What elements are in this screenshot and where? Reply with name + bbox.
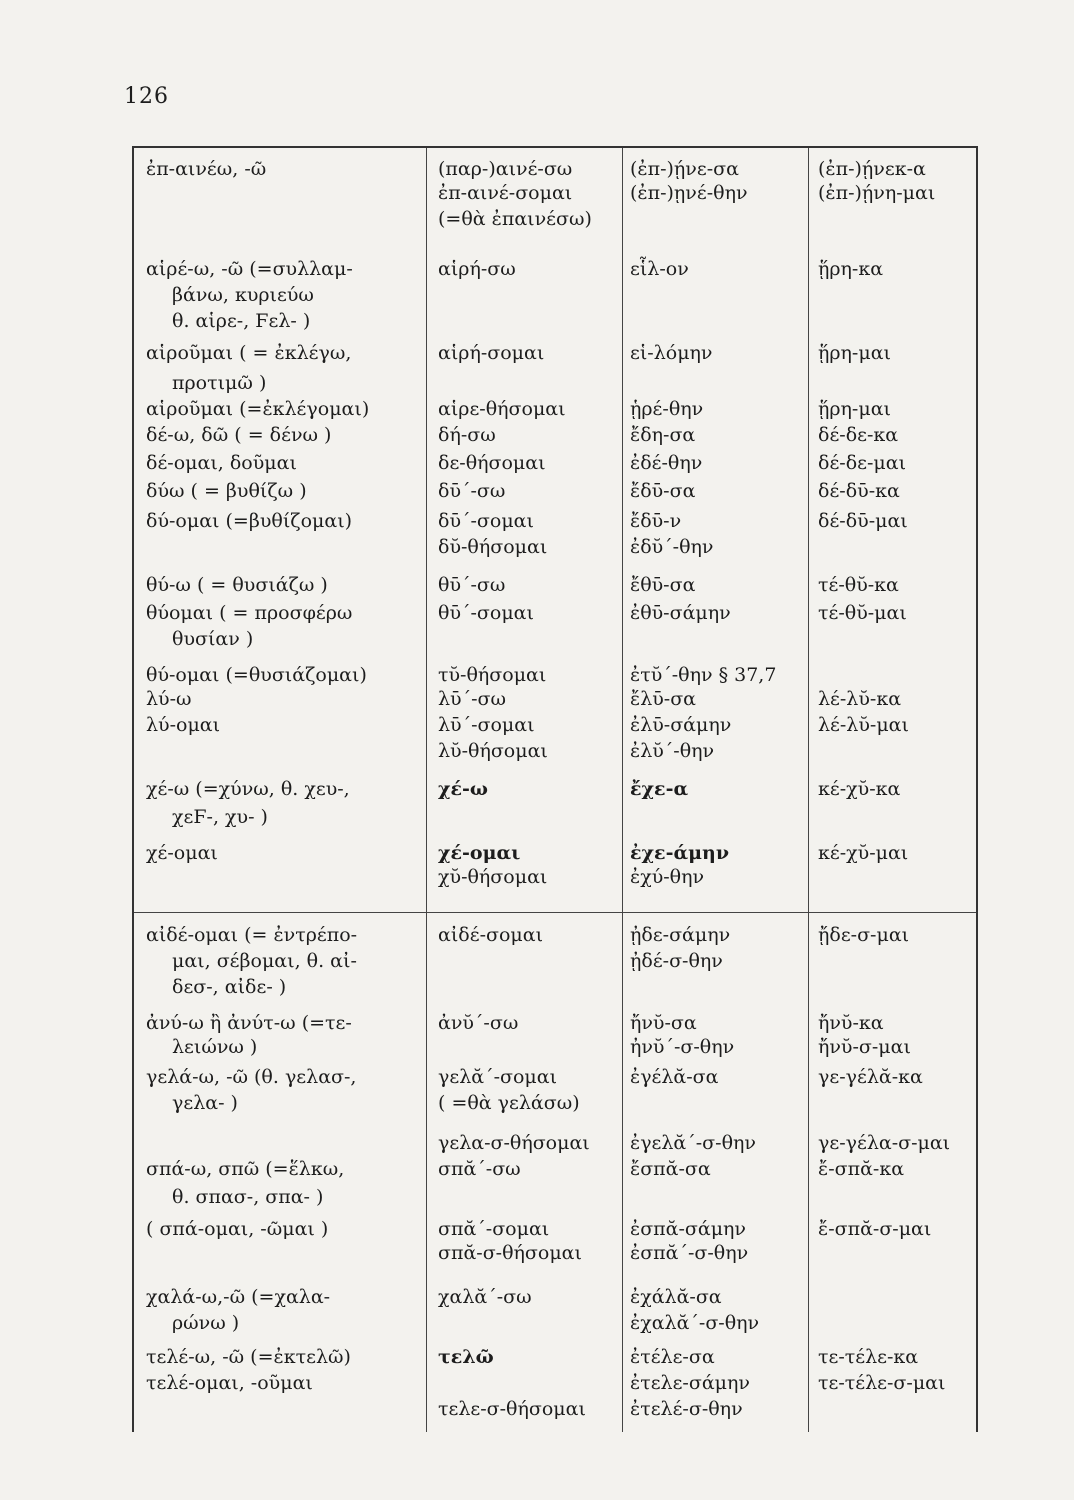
column-divider <box>622 148 623 1432</box>
table-cell-col4: ἤνῠ-κα <box>818 1012 884 1034</box>
table-cell-col2: θῡ΄-σομαι <box>438 602 534 624</box>
table-cell-col3: ᾑρέ-θην <box>630 398 704 420</box>
table-cell-col1: αἱροῦμαι ( = ἐκλέγω, <box>146 342 352 364</box>
column-divider <box>808 148 809 1432</box>
table-cell-col4: γε-γέλᾰ-κα <box>818 1066 923 1088</box>
table-cell-col3: ἠνῠ΄-σ-θην <box>630 1036 735 1058</box>
table-cell-col1: θ. αἱρε-, Ϝελ- ) <box>172 310 311 332</box>
table-cell-col3: ἐχε-άμην <box>630 842 730 864</box>
table-cell-col2: ἐπ-αινέ-σομαι <box>438 182 573 204</box>
table-cell-col2: χῠ-θήσομαι <box>438 866 548 888</box>
table-cell-col1: λύ-ομαι <box>146 714 221 736</box>
table-cell-col1: δύ-ομαι (=βυθίζομαι) <box>146 510 353 532</box>
table-cell-col4: (ἐπ-)ῄνη-μαι <box>818 182 936 204</box>
table-cell-col2: αἰδέ-σομαι <box>438 924 544 946</box>
table-cell-col3: ἔλῡ-σα <box>630 688 697 710</box>
table-cell-col3: ἐχαλᾰ΄-σ-θην <box>630 1312 760 1334</box>
table-cell-col4: ἔ-σπᾰ-κα <box>818 1158 905 1180</box>
table-cell-col3: ἔθῡ-σα <box>630 574 696 596</box>
table-cell-col3: ἐδέ-θην <box>630 452 703 474</box>
table-cell-col4: ἤνῠ-σ-μαι <box>818 1036 911 1058</box>
table-cell-col4: δέ-δε-κα <box>818 424 899 446</box>
table-cell-col2: θῡ΄-σω <box>438 574 506 596</box>
table-cell-col3: ἐτῠ΄-θην § 37,7 <box>630 664 777 686</box>
table-cell-col3: ἔδη-σα <box>630 424 696 446</box>
table-cell-col3: (ἐπ-)ῄνε-σα <box>630 158 739 180</box>
table-cell-col1: χέ-ω (=χύνω, θ. χευ-, <box>146 778 350 800</box>
table-cell-col1: λύ-ω <box>146 688 192 710</box>
table-cell-col1: αἱροῦμαι (=ἐκλέγομαι) <box>146 398 370 420</box>
table-cell-col3: εἷλ-ον <box>630 258 689 280</box>
table-cell-col4: λέ-λῠ-κα <box>818 688 902 710</box>
table-cell-col4: ᾕρη-κα <box>818 258 884 280</box>
section-divider <box>134 912 976 913</box>
table-cell-col2: χέ-ω <box>438 778 489 800</box>
table-cell-col4: λέ-λῠ-μαι <box>818 714 909 736</box>
table-cell-col3: εἱ-λόμην <box>630 342 713 364</box>
table-cell-col3: ἐσπᾰ-σάμην <box>630 1218 746 1240</box>
table-cell-col3: ἔδῡ-ν <box>630 510 682 532</box>
table-cell-col2: λῠ-θήσομαι <box>438 740 548 762</box>
table-cell-col1: θύ-ομαι (=θυσιάζομαι) <box>146 664 367 686</box>
table-cell-col1: σπά-ω, σπῶ (=ἕλκω, <box>146 1158 345 1180</box>
table-cell-col1: θύομαι ( = προσφέρω <box>146 602 353 624</box>
table-cell-col2: ἀνῠ΄-σω <box>438 1012 519 1034</box>
table-cell-col3: ἐδῠ΄-θην <box>630 536 714 558</box>
table-cell-col4: ἔ-σπᾰ-σ-μαι <box>818 1218 932 1240</box>
table-cell-col1: δέ-ομαι, δοῦμαι <box>146 452 297 474</box>
table-cell-col2: τελῶ <box>438 1346 494 1368</box>
table-cell-col3: ἔσπᾰ-σα <box>630 1158 711 1180</box>
table-cell-col2: γελᾰ΄-σομαι <box>438 1066 558 1088</box>
table-cell-col2: (=θὰ ἐπαινέσω) <box>438 208 592 230</box>
table-cell-col1: θ. σπασ-, σπα- ) <box>172 1186 324 1208</box>
table-cell-col3: ἔδῡ-σα <box>630 480 696 502</box>
table-cell-col3: ἐσπᾰ΄-σ-θην <box>630 1242 749 1264</box>
table-cell-col4: γε-γέλα-σ-μαι <box>818 1132 951 1154</box>
table-cell-col2: δῡ΄-σω <box>438 480 506 502</box>
table-cell-col1: γελα- ) <box>172 1092 238 1114</box>
table-cell-col2: χαλᾰ΄-σω <box>438 1286 532 1308</box>
table-cell-col1: ἀνύ-ω ἢ ἀνύτ-ω (=τε- <box>146 1012 352 1034</box>
table-cell-col4: κέ-χῠ-μαι <box>818 842 909 864</box>
table-cell-col1: προτιμῶ ) <box>172 372 267 394</box>
table-cell-col3: ἔχε-α <box>630 778 689 800</box>
table-cell-col4: δέ-δῡ-κα <box>818 480 900 502</box>
table-cell-col1: βάνω, κυριεύω <box>172 284 314 306</box>
table-cell-col4: τέ-θῠ-κα <box>818 574 899 596</box>
table-cell-col1: χέ-ομαι <box>146 842 218 864</box>
page-number: 126 <box>124 84 169 109</box>
table-cell-col1: ἐπ-αινέω, -ῶ <box>146 158 267 180</box>
table-cell-col2: σπᾰ΄-σομαι <box>438 1218 550 1240</box>
table-cell-col3: ἐτέλε-σα <box>630 1346 715 1368</box>
table-cell-col4: τέ-θῠ-μαι <box>818 602 907 624</box>
table-cell-col3: ἐλῡ-σάμην <box>630 714 732 736</box>
table-cell-col2: λῡ΄-σομαι <box>438 714 535 736</box>
table-cell-col1: τελέ-ω, -ῶ (=ἐκτελῶ) <box>146 1346 351 1368</box>
table-cell-col2: τελε-σ-θήσομαι <box>438 1398 586 1420</box>
table-cell-col2: ( =θὰ γελάσω) <box>438 1092 580 1114</box>
table-cell-col3: ᾐδε-σάμην <box>630 924 731 946</box>
table-cell-col1: δέ-ω, δῶ ( = δένω ) <box>146 424 332 446</box>
table-cell-col2: αἱρή-σομαι <box>438 342 545 364</box>
table-cell-col3: ἤνῠ-σα <box>630 1012 697 1034</box>
table-cell-col3: ᾐδέ-σ-θην <box>630 950 723 972</box>
table-cell-col2: αἱρή-σω <box>438 258 516 280</box>
table-cell-col1: θυσίαν ) <box>172 628 254 650</box>
table-cell-col1: μαι, σέβομαι, θ. αἰ- <box>172 950 357 972</box>
table-cell-col4: τε-τέλε-σ-μαι <box>818 1372 946 1394</box>
table-cell-col3: ἐθῡ-σάμην <box>630 602 731 624</box>
table-cell-col2: δή-σω <box>438 424 496 446</box>
table-cell-col2: δῡ΄-σομαι <box>438 510 534 532</box>
table-cell-col1: χεϜ-, χυ- ) <box>172 806 268 828</box>
table-cell-col1: δεσ-, αἰδε- ) <box>172 976 287 998</box>
table-cell-col1: χαλά-ω,-ῶ (=χαλα- <box>146 1286 331 1308</box>
table-cell-col4: κέ-χῠ-κα <box>818 778 901 800</box>
table-cell-col2: αἱρε-θήσομαι <box>438 398 566 420</box>
table-cell-col2: λῡ΄-σω <box>438 688 506 710</box>
table-cell-col4: τε-τέλε-κα <box>818 1346 919 1368</box>
table-cell-col2: δε-θήσομαι <box>438 452 546 474</box>
table-cell-col2: δῠ-θήσομαι <box>438 536 548 558</box>
table-cell-col4: (ἐπ-)ῄνεκ-α <box>818 158 926 180</box>
table-cell-col3: ἐτελε-σάμην <box>630 1372 750 1394</box>
table-cell-col3: ἐγελᾰ΄-σ-θην <box>630 1132 756 1154</box>
table-cell-col1: αἱρέ-ω, -ῶ (=συλλαμ- <box>146 258 353 280</box>
table-cell-col4: δέ-δε-μαι <box>818 452 907 474</box>
table-cell-col3: ἐτελέ-σ-θην <box>630 1398 743 1420</box>
table-cell-col1: τελέ-ομαι, -οῦμαι <box>146 1372 313 1394</box>
table-cell-col4: ᾕρη-μαι <box>818 342 891 364</box>
table-cell-col2: τῠ-θήσομαι <box>438 664 547 686</box>
table-cell-col4: δέ-δῡ-μαι <box>818 510 908 532</box>
table-cell-col1: θύ-ω ( = θυσιάζω ) <box>146 574 328 596</box>
table-cell-col3: ἐχύ-θην <box>630 866 705 888</box>
table-cell-col2: σπᾰ΄-σω <box>438 1158 521 1180</box>
table-cell-col1: λειώνω ) <box>172 1036 258 1058</box>
column-divider <box>426 148 427 1432</box>
table-cell-col2: σπᾰ-σ-θήσομαι <box>438 1242 582 1264</box>
table-cell-col1: δύω ( = βυθίζω ) <box>146 480 307 502</box>
table-cell-col3: ἐγέλᾰ-σα <box>630 1066 719 1088</box>
table-cell-col3: ἐχάλᾰ-σα <box>630 1286 722 1308</box>
table-cell-col1: γελά-ω, -ῶ (θ. γελασ-, <box>146 1066 357 1088</box>
table-cell-col3: ἐλῠ΄-θην <box>630 740 715 762</box>
table-cell-col1: ρώνω ) <box>172 1312 240 1334</box>
table-cell-col4: ᾔδε-σ-μαι <box>818 924 910 946</box>
table-cell-col2: (παρ-)αινέ-σω <box>438 158 573 180</box>
table-cell-col4: ᾕρη-μαι <box>818 398 891 420</box>
table-cell-col1: αἰδέ-ομαι (= ἐντρέπο- <box>146 924 358 946</box>
table-cell-col3: (ἐπ-)ῃνέ-θην <box>630 182 748 204</box>
table-cell-col2: γελα-σ-θήσομαι <box>438 1132 590 1154</box>
table-cell-col1: ( σπά-ομαι, -ῶμαι ) <box>146 1218 329 1240</box>
table-cell-col2: χέ-ομαι <box>438 842 521 864</box>
